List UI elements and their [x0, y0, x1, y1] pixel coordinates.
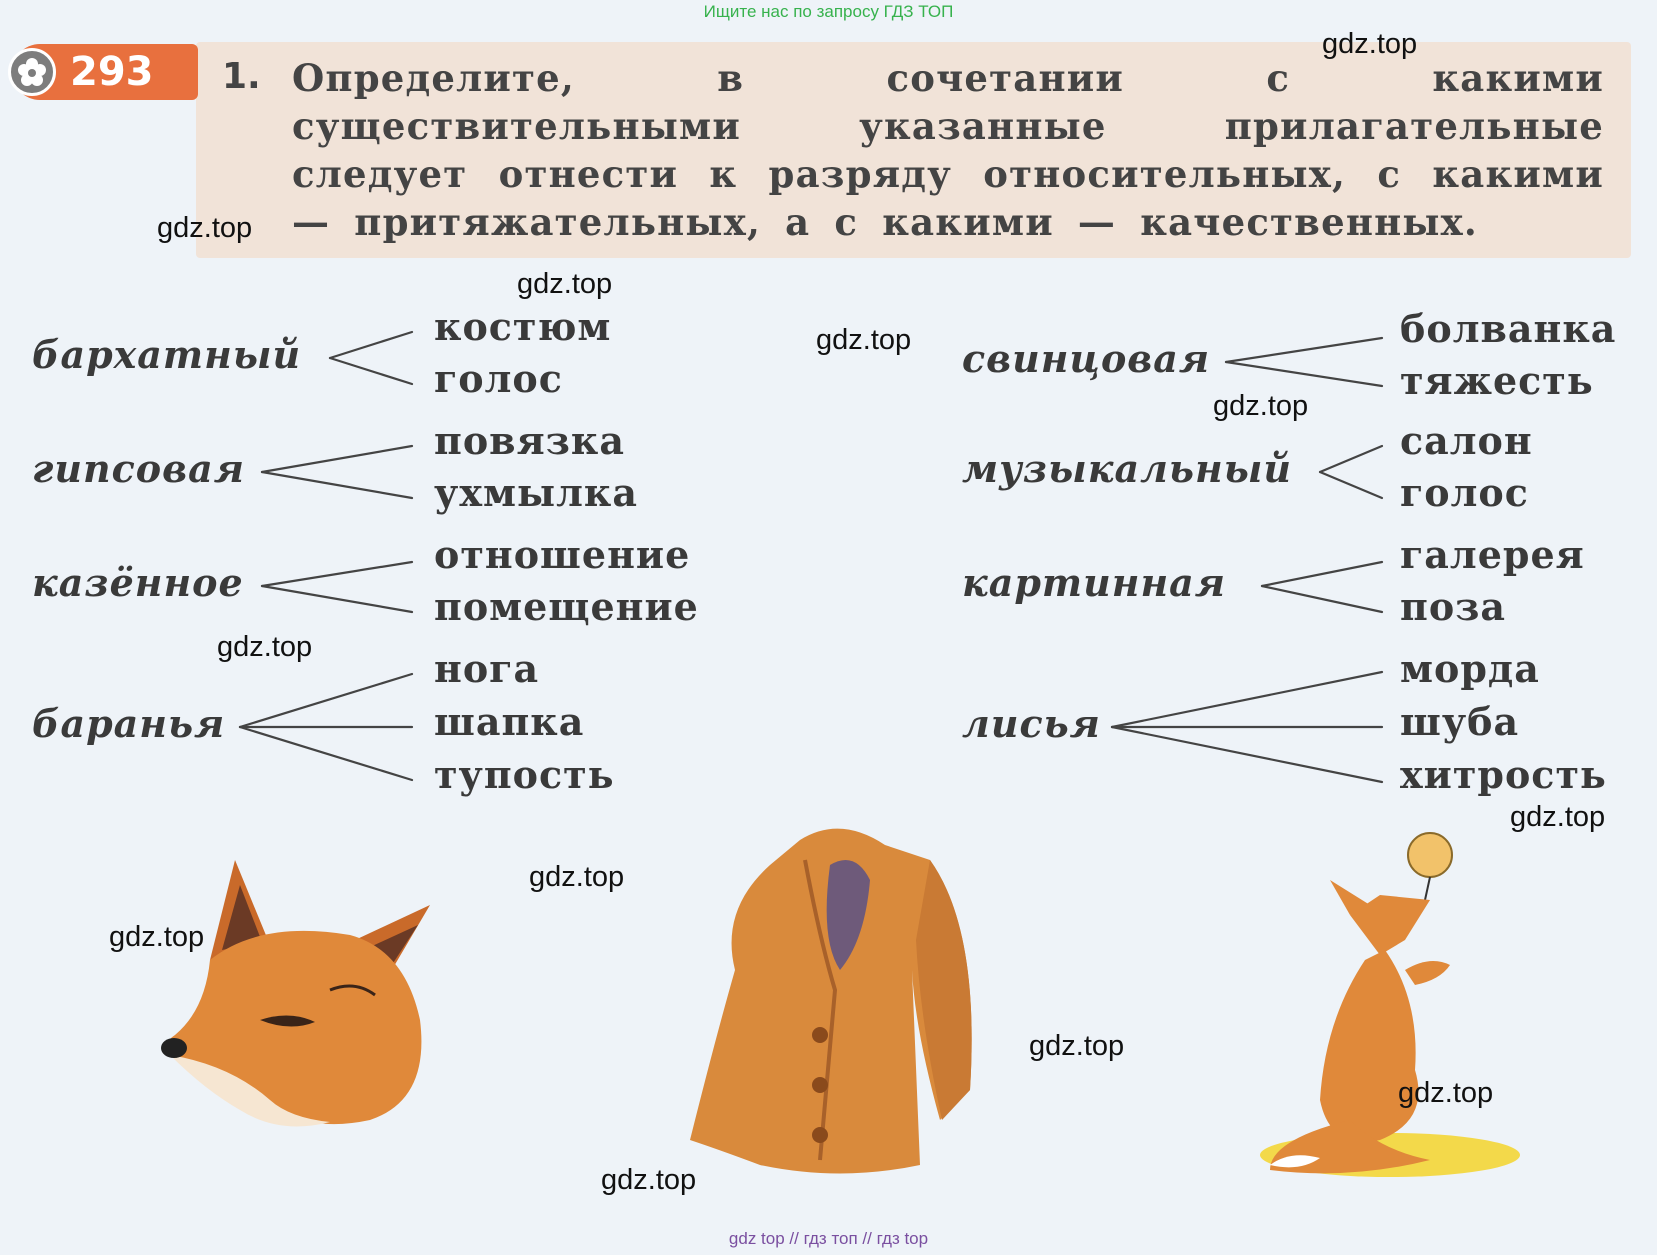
adjective-label: бархатный	[32, 332, 302, 377]
connector-line	[262, 446, 412, 472]
watermark: gdz.top	[601, 1164, 697, 1196]
noun-label: голос	[434, 356, 563, 401]
connector-line	[240, 674, 412, 727]
connector-line	[1226, 362, 1382, 386]
connector-line	[262, 562, 412, 586]
connector-line	[1112, 727, 1382, 782]
watermark: gdz.top	[1322, 28, 1418, 60]
connector-line	[262, 586, 412, 612]
noun-label: нога	[434, 646, 540, 691]
footer-text: gdz top // гдз топ // гдз top	[728, 1229, 929, 1248]
watermark: gdz.top	[529, 861, 625, 893]
noun-label: голос	[1400, 470, 1529, 515]
noun-label: болванка	[1400, 306, 1617, 351]
noun-label: поза	[1400, 584, 1507, 629]
watermark: gdz.top	[1213, 390, 1309, 422]
connector-line	[1320, 446, 1382, 472]
task-text: Определите, в сочетании с какими существительными указанные прилагательные следует отнести к разряду относительных, с какими — притяжательных, а с какими — качественных.	[292, 56, 1604, 244]
watermark: gdz.top	[1398, 1077, 1494, 1109]
noun-label: тупость	[434, 752, 615, 797]
adjective-label: музыкальный	[962, 446, 1292, 491]
watermark: gdz.top	[217, 631, 313, 663]
watermark: gdz.top	[157, 212, 253, 244]
connector-line	[1320, 472, 1382, 498]
noun-label: костюм	[434, 304, 612, 349]
noun-label: салон	[1400, 418, 1533, 463]
task-number: 1.	[222, 56, 261, 97]
fox-head-illustration	[150, 850, 450, 1140]
connector-line	[240, 727, 412, 780]
adjective-label: лисья	[962, 701, 1101, 746]
watermark: gdz.top	[816, 324, 912, 356]
watermark: gdz.top	[1510, 801, 1606, 833]
connector-line	[1262, 586, 1382, 612]
watermark: gdz.top	[109, 921, 205, 953]
noun-label: морда	[1400, 646, 1540, 691]
top-banner: Ищите нас по запросу ГДЗ ТОП	[703, 2, 954, 21]
connector-line	[1226, 338, 1382, 362]
connector-line	[1112, 672, 1382, 727]
connector-line	[1262, 562, 1382, 586]
adjective-label: казённое	[32, 560, 244, 605]
noun-label: ухмылка	[434, 470, 638, 515]
adjective-label: баранья	[32, 701, 226, 746]
adjective-label: гипсовая	[32, 446, 245, 491]
connector-line	[262, 472, 412, 498]
adjective-label: свинцовая	[962, 336, 1211, 381]
watermark: gdz.top	[1029, 1030, 1125, 1062]
adjective-label: картинная	[962, 560, 1227, 605]
sly-fox-with-balloon-illustration	[1230, 820, 1530, 1180]
noun-label: тяжесть	[1400, 358, 1594, 403]
noun-label: повязка	[434, 418, 625, 463]
connector-line	[330, 358, 412, 384]
noun-label: шуба	[1400, 699, 1520, 744]
fur-coat-illustration	[680, 820, 1000, 1180]
noun-label: отношение	[434, 532, 691, 577]
watermark: gdz.top	[517, 268, 613, 300]
noun-label: шапка	[434, 699, 585, 744]
connector-line	[330, 332, 412, 358]
exercise-number: 293	[70, 49, 154, 95]
noun-label: помещение	[434, 584, 699, 629]
noun-label: галерея	[1400, 532, 1585, 577]
noun-label: хитрость	[1400, 752, 1607, 797]
